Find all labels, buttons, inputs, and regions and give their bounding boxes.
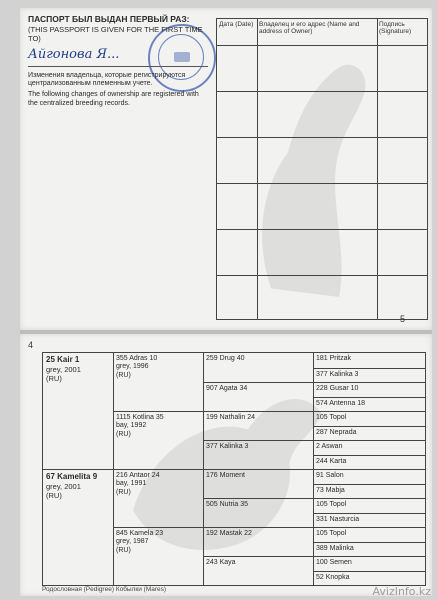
pedigree-cell: 845 Kamela 23 grey, 1987 (RU) [113,527,203,585]
table-row [217,275,427,276]
column-header-signature: Подпись (Signature) [379,21,412,36]
site-watermark: AvizInfo.kz [372,585,431,598]
sire-country: (RU) [46,373,62,383]
pedigree-cell: 216 Antaor 24 bay, 1991 (RU) [113,469,203,527]
pedigree-cell: 377 Kalinka 3 [313,368,425,383]
ownership-note-ru: Изменения владельца, которые регистрируются централизованным племенным учете. [28,71,186,88]
sire-cell [43,353,113,469]
sire-desc: grey, 2001 [46,364,81,374]
pedigree-cell: 243 Kaya [203,556,313,585]
pedigree-cell: 287 Neprada [313,426,425,441]
dam-country: (RU) [46,490,62,500]
pedigree-cell: 377 Kalinka 3 [203,440,313,469]
pedigree-cell: 389 Malinka [313,542,425,557]
title-en: (THIS PASSPORT IS GIVEN FOR THE FIRST TIME TO) [28,24,203,43]
pedigree-cell: 505 Nutria 35 [203,498,313,527]
pedigree-cell: 105 Topol [313,498,425,513]
sire-name: 25 Kair 1 [46,355,80,364]
table-row [217,183,427,184]
table-row [217,45,427,46]
column-header-date: Дата (Date) [219,21,254,28]
pedigree-cell: 100 Semen [313,556,425,571]
pedigree-cell: 52 Knopka [313,571,425,586]
pedigree-cell: 105 Topol [313,411,425,426]
table-row [217,91,427,92]
column-header-owner: Владелец и его адрес (Name and address of Owner) [259,21,360,36]
pedigree-cell: 1115 Kotlina 35 bay, 1992 (RU) [113,411,203,469]
pedigree-table [42,352,426,586]
table-divider [257,19,258,319]
pedigree-cell: 259 Drug 40 [206,355,245,362]
pedigree-cell: 228 Gusar 10 [313,382,425,397]
table-divider [377,19,378,319]
pedigree-cell: 355 Adras 10 grey, 1996 (RU) [116,355,158,379]
page-number: 4 [28,340,34,350]
pedigree-cell: 907 Agata 34 [203,382,313,411]
pedigree-cell: 192 Mastak 22 [203,527,313,556]
passport-page-pedigree [20,334,432,596]
pedigree-cell: 73 Mabja [313,484,425,499]
pedigree-cell: 91 Salon [313,469,425,484]
pedigree-cell: 181 Pritzak [316,355,352,362]
pedigree-cell: 574 Antenna 18 [313,397,425,412]
ownership-note-en: The following changes of ownership are registered with the centralized breeding records. [28,91,199,107]
pedigree-cell: 244 Karta [313,455,425,470]
table-row [217,137,427,138]
pedigree-cell: 199 Nathalin 24 [203,411,313,440]
table-row [217,229,427,230]
pedigree-cell: 105 Topol [313,527,425,542]
pedigree-cell: 176 Moment [203,469,313,498]
pedigree-cell: 2 Aswan [313,440,425,455]
page-number: 5 [400,314,406,324]
handwritten-owner-name: Айгонова Я... [28,47,208,66]
ownership-changes-table [216,18,428,320]
passport-page-ownership [20,8,432,330]
dam-desc: grey, 2001 [46,481,81,491]
pedigree-caption: Родословная (Pedigree) Кобылки (Mares) [42,586,167,593]
dam-name: 67 Kamelita 9 [46,472,98,481]
dam-cell [43,469,113,585]
title-ru: ПАСПОРТ БЫЛ ВЫДАН ПЕРВЫЙ РАЗ: [28,14,190,24]
pedigree-cell: 331 Nasturcia [313,513,425,528]
first-issue-header [28,14,208,109]
